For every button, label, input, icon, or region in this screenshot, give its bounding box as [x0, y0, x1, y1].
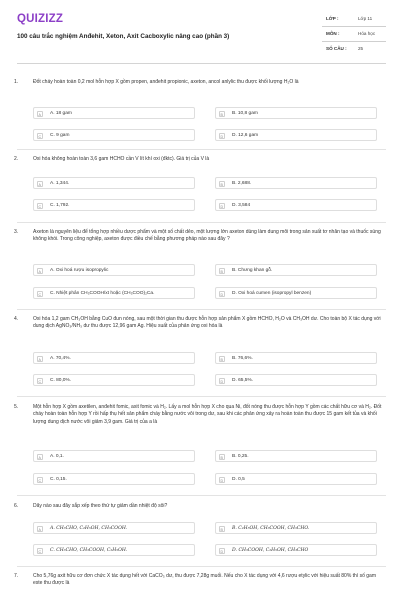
option-letter-box: A [37, 454, 44, 461]
option-letter-box: B [219, 356, 226, 363]
option-b[interactable] [215, 177, 377, 189]
option-text: B. 2,688. [232, 181, 252, 186]
option-text: B. 76,6%. [232, 356, 253, 361]
option-letter-box: C [38, 134, 42, 139]
option-c[interactable] [33, 544, 195, 556]
option-text: C. 80,0%. [50, 378, 72, 383]
question-text: Một hỗn hợp X gồm axetilen, anđehit fomic, axit fomic và H₂. Lấy a mol hỗn hợp X cho qua Ni, đốt nóng thu được hỗn hợp Y gồm các chất hữu cơ và H₂. Đốt cháy hoàn toàn hỗn hợp Y rồi hấp thụ hết sản phẩm cháy bằng nước vôi trong dư, sau khi các phản ứng xảy ra hoàn toàn thu được 15 gam kết tủa và khối lượng dung dịch nước vôi giảm 3,9 gam. Giá trị của a là [33, 404, 382, 425]
option-letter-box: B [219, 181, 226, 188]
option-text: D. 0,5 [232, 477, 245, 482]
option-letter-box: D [220, 134, 224, 139]
option-text: A. 1,344. [50, 181, 70, 186]
option-letter-box: D [220, 204, 224, 209]
option-c[interactable] [33, 129, 195, 141]
meta-subject-value: Hóa học [358, 31, 376, 36]
option-a[interactable] [33, 177, 195, 189]
option-b[interactable] [215, 450, 377, 462]
option-letter-box: D [220, 478, 224, 483]
meta-class-value: Lớp 11 [358, 16, 373, 21]
option-text: A. CH₃CHO, C₂H₅OH, CH₃COOH. [50, 526, 128, 532]
question-text: Oxi hóa 1,2 gam CH₃OH bằng CuO đun nóng, sau một thời gian thu được hỗn hợp sản phẩm X gồm HCHO, H₂O và CH₃OH dư. Cho toàn bộ X tác dụng với dung dịch AgNO₃/NH₃ dư thu được 12,96 gam Ag. Hiệu suất của phản ứng oxi hóa là [33, 316, 381, 330]
option-text: C. 1,792. [50, 203, 70, 208]
option-letter-box: D [220, 292, 224, 297]
option-text: A. 0,1. [50, 454, 64, 459]
option-c[interactable] [33, 199, 195, 211]
option-text: D. 12,6 gam [232, 133, 259, 138]
option-c[interactable] [33, 473, 195, 485]
option-a[interactable] [33, 264, 195, 276]
option-d[interactable] [215, 129, 377, 141]
question-divider [17, 396, 386, 397]
option-a[interactable] [33, 450, 195, 462]
question-divider [17, 222, 386, 223]
option-text: A. 18 gam [50, 111, 72, 116]
meta-divider [322, 41, 386, 42]
option-text: D. CH₃COOH, C₂H₅OH, CH₃CHO [232, 548, 309, 554]
option-letter-box: A [37, 356, 44, 363]
meta-class-label: LỚP : [326, 16, 339, 21]
option-text: D. 3,584 [232, 203, 251, 208]
meta-subject-label: MÔN : [326, 31, 340, 36]
question-text: Đốt cháy hoàn toàn 0,2 mol hỗn hợp X gồm propen, anđehit propionic, axeton, ancol anlylic thu được khối lượng H₂O là [33, 79, 299, 85]
option-letter-box: A [37, 111, 44, 118]
option-letter-box: A [37, 181, 44, 188]
question-text: Axeton là nguyên liệu để tổng hợp nhiều dược phẩm và một số chất dẻo, một lượng lớn axeton dùng làm dung môi trong sản xuất tơ nhân tạo và thuốc súng không khói. Trong công nghiệp, axeton được điều chế bằng phương pháp nào sau đây ? [33, 229, 381, 243]
option-letter-box: C [38, 478, 42, 483]
option-letter-box: A [37, 526, 44, 533]
question-divider [17, 566, 386, 567]
question-text: Oxi hóa không hoàn toàn 3,6 gam HCHO cần V lít khí oxi (đktc). Giá trị của V là [33, 156, 210, 162]
option-letter-box: A [37, 268, 44, 275]
option-text: C. Nhiệt phân CH₃COOH/xt hoặc (CH₃COO)₂Ca. [50, 291, 155, 296]
option-d[interactable] [215, 287, 377, 299]
option-text: D. 65,5%. [232, 378, 254, 383]
question-text: Cho 5,76g axit hữu cơ đơn chức X tác dụng hết với CaCO₃ dư, thu được 7,28g muối. Nếu cho X tác dụng với 4,6 rượu etylic với hiệu suất 80% thì số gam este thu được là [33, 573, 377, 587]
option-text: C. 0,15. [50, 477, 67, 482]
option-a[interactable] [33, 352, 195, 364]
option-b[interactable] [215, 522, 377, 534]
question-number: 4. [14, 316, 19, 322]
question-number: 3. [14, 229, 19, 235]
option-letter-box: C [38, 549, 42, 554]
question-number: 7. [14, 573, 19, 579]
question-number: 5. [14, 404, 19, 410]
header-divider [17, 63, 386, 64]
option-b[interactable] [215, 264, 377, 276]
option-d[interactable] [215, 374, 377, 386]
document-title: 100 câu trắc nghiệm Anđehit, Xeton, Axit Cacboxylic nâng cao (phần 3) [17, 33, 230, 40]
option-text: C. CH₃CHO, CH₃COOH, C₂H₅OH. [50, 548, 128, 554]
option-text: A. 70,4%. [50, 356, 71, 361]
question-number: 1. [14, 79, 19, 85]
question-number: 2. [14, 156, 19, 162]
option-letter-box: D [220, 549, 224, 554]
option-c[interactable] [33, 374, 195, 386]
option-letter-box: B [219, 454, 226, 461]
quizizz-logo: QUIZIZZ [17, 13, 64, 25]
option-c[interactable] [33, 287, 195, 299]
meta-count-value: 25 [358, 46, 364, 51]
option-d[interactable] [215, 199, 377, 211]
option-text: B. 10,8 gam [232, 111, 258, 116]
option-letter-box: C [38, 204, 42, 209]
meta-divider [322, 26, 386, 27]
option-b[interactable] [215, 352, 377, 364]
question-divider [17, 149, 386, 150]
option-b[interactable] [215, 107, 377, 119]
option-a[interactable] [33, 107, 195, 119]
option-text: D. Oxi hoá cumen (isopropyl benzen) [232, 291, 312, 296]
option-letter-box: B [219, 526, 226, 533]
option-text: A. Oxi hoá rượu isopropylic [50, 268, 109, 273]
option-text: B. Chưng khan gỗ. [232, 268, 273, 273]
question-text: Dãy nào sau đây sắp xếp theo thứ tự giảm dần nhiệt độ sôi? [33, 503, 168, 509]
option-d[interactable] [215, 473, 377, 485]
option-d[interactable] [215, 544, 377, 556]
meta-count-label: SỐ CÂU : [326, 46, 347, 51]
option-letter-box: B [219, 111, 226, 118]
option-letter-box: C [38, 379, 42, 384]
option-letter-box: C [38, 292, 42, 297]
option-letter-box: B [219, 268, 226, 275]
option-letter-box: D [220, 379, 224, 384]
question-divider [17, 495, 386, 496]
option-text: B. C₂H₅OH, CH₃COOH, CH₃CHO. [232, 526, 310, 532]
option-a[interactable] [33, 522, 195, 534]
question-number: 6. [14, 503, 19, 509]
option-text: C. 9 gam [50, 133, 70, 138]
option-text: B. 0,25. [232, 454, 249, 459]
question-divider [17, 309, 386, 310]
